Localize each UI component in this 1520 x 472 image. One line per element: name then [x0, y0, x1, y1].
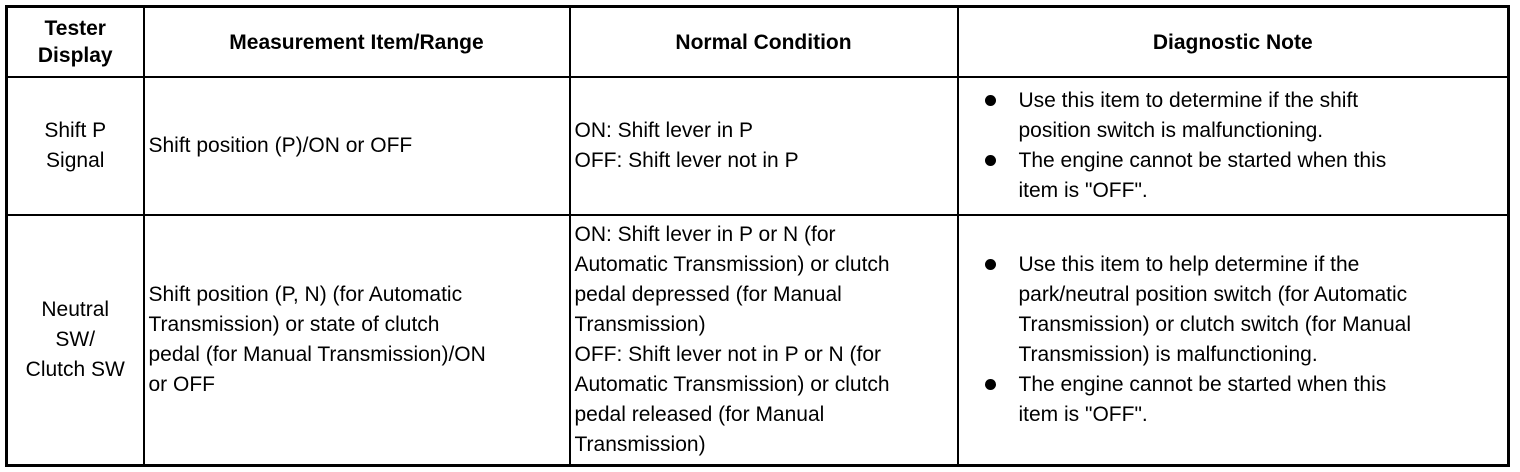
diagnostic-note-cell — [958, 215, 1509, 466]
tester-display-cell: Shift P Signal — [7, 77, 144, 215]
bullet-icon — [985, 379, 996, 390]
header-normal-condition: Normal Condition — [570, 7, 958, 78]
note-list — [963, 86, 1504, 206]
normal-condition-cell: ON: Shift lever in P or N (for Automatic Transmission) or clutch pedal depressed (for Manual Transmission) OFF: Shift lever not in P or N (for Automatic Transmission) or clutch pedal released (for Manual Transmission) — [570, 215, 958, 466]
header-tester-display: Tester Display — [7, 7, 144, 78]
note-list — [963, 250, 1504, 430]
table-row — [7, 215, 1509, 466]
diagnostic-note-cell — [958, 77, 1509, 215]
header-diagnostic-note: Diagnostic Note — [958, 7, 1509, 78]
bullet-icon — [985, 259, 996, 270]
note-item: Use this item to determine if the shift position switch is malfunctioning. — [985, 86, 1504, 146]
measurement-cell: Shift position (P)/ON or OFF — [144, 77, 570, 215]
bullet-icon — [985, 95, 996, 106]
normal-condition-cell: ON: Shift lever in P OFF: Shift lever not in P — [570, 77, 958, 215]
note-item: Use this item to help determine if the park/neutral position switch (for Automatic Transmission) or clutch switch (for Manual Transmission) is malfunctioning. — [985, 250, 1504, 370]
measurement-cell: Shift position (P, N) (for Automatic Transmission) or state of clutch pedal (for Manual Transmission)/ON or OFF — [144, 215, 570, 466]
diagnostic-table — [5, 5, 1510, 467]
table-row — [7, 77, 1509, 215]
header-measurement: Measurement Item/Range — [144, 7, 570, 78]
note-item: The engine cannot be started when this item is "OFF". — [985, 146, 1504, 206]
tester-display-cell: Neutral SW/ Clutch SW — [7, 215, 144, 466]
note-item: The engine cannot be started when this item is "OFF". — [985, 370, 1504, 430]
bullet-icon — [985, 155, 996, 166]
header-row — [7, 7, 1509, 78]
